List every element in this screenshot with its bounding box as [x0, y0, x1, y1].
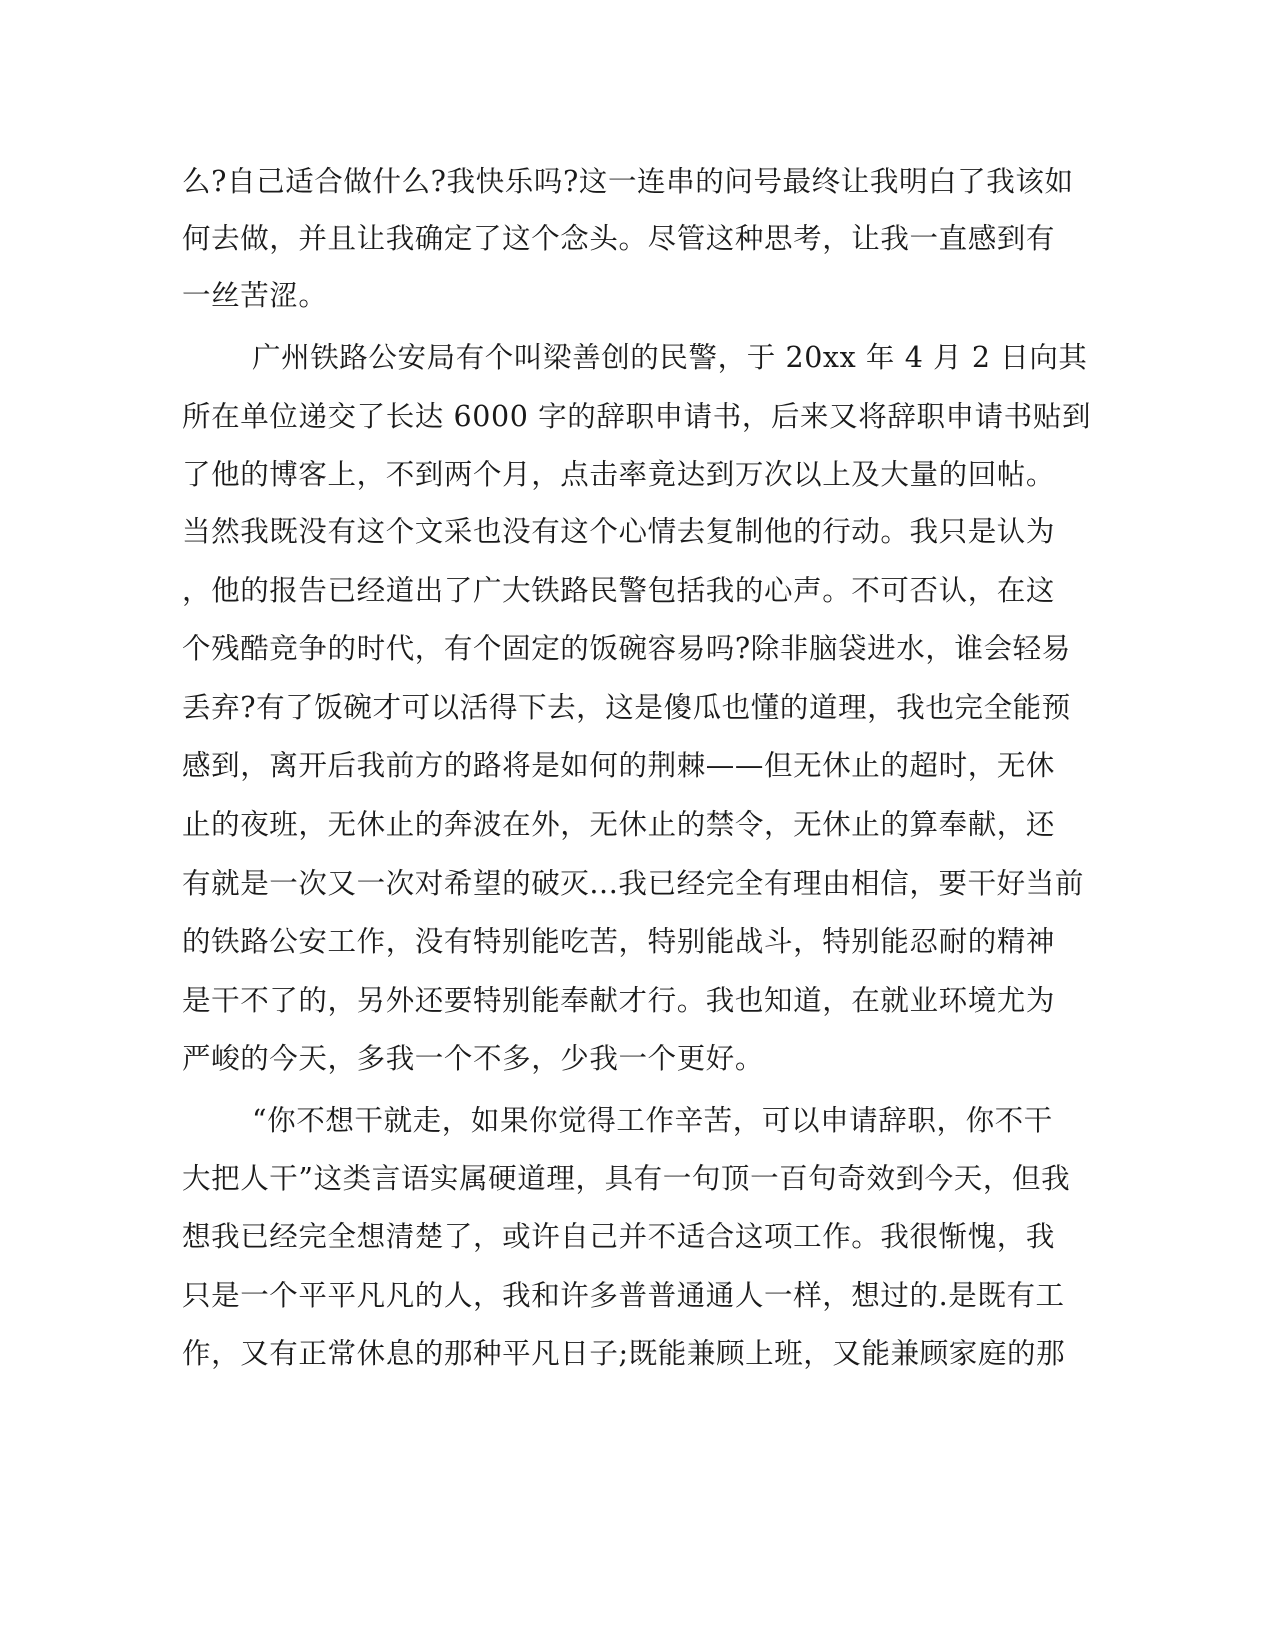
- paragraph-2-line-2: 所在单位递交了长达 6000 字的辞职申请书，后来又将辞职申请书贴到: [182, 400, 1092, 433]
- paragraph-2-line-7: 丢弃?有了饭碗才可以活得下去，这是傻瓜也懂的道理，我也完全能预: [182, 691, 1071, 724]
- paragraph-2-line-4: 当然我既没有这个文采也没有这个心情去复制他的行动。我只是认为: [182, 515, 1056, 548]
- paragraph-2-line-12: 是干不了的，另外还要特别能奉献才行。我也知道，在就业环境尤为: [182, 984, 1056, 1017]
- paragraph-2-line-8: 感到，离开后我前方的路将是如何的荆棘——但无休止的超时，无休: [182, 749, 1056, 782]
- paragraph-2-line-3: 了他的博客上，不到两个月，点击率竟达到万次以上及大量的回帖。: [182, 458, 1056, 491]
- paragraph-2-line-11: 的铁路公安工作，没有特别能吃苦，特别能战斗，特别能忍耐的精神: [182, 925, 1056, 958]
- paragraph-1-line-3: 一丝苦涩。: [182, 279, 328, 312]
- paragraph-2-line-1: 广州铁路公安局有个叫梁善创的民警，于 20xx 年 4 月 2 日向其: [252, 341, 1088, 374]
- paragraph-3-line-5: 作，又有正常休息的那种平凡日子;既能兼顾上班，又能兼顾家庭的那: [182, 1337, 1066, 1370]
- paragraph-3-line-2: 大把人干”这类言语实属硬道理，具有一句顶一百句奇效到今天，但我: [182, 1162, 1071, 1195]
- paragraph-2-line-9: 止的夜班，无休止的奔波在外，无休止的禁令，无休止的算奉献，还: [182, 808, 1056, 841]
- paragraph-2-line-5: ，他的报告已经道出了广大铁路民警包括我的心声。不可否认，在这: [182, 574, 1056, 607]
- paragraph-2-line-13: 严峻的今天，多我一个不多，少我一个更好。: [182, 1042, 765, 1075]
- paragraph-3-line-4: 只是一个平平凡凡的人，我和许多普普通通人一样，想过的.是既有工: [182, 1279, 1065, 1312]
- paragraph-2-line-6: 个残酷竞争的时代，有个固定的饭碗容易吗?除非脑袋进水，谁会轻易: [182, 632, 1071, 665]
- paragraph-3-line-3: 想我已经完全想清楚了，或许自己并不适合这项工作。我很惭愧，我: [182, 1220, 1056, 1253]
- paragraph-1-line-1: 么?自己适合做什么?我快乐吗?这一连串的问号最终让我明白了我该如: [182, 165, 1074, 198]
- paragraph-1-line-2: 何去做，并且让我确定了这个念头。尽管这种思考，让我一直感到有: [182, 222, 1056, 255]
- paragraph-3-line-1: “你不想干就走，如果你觉得工作辛苦，可以申请辞职，你不干: [252, 1104, 1053, 1137]
- paragraph-2-line-10: 有就是一次又一次对希望的破灭...我已经完全有理由相信，要干好当前: [182, 867, 1084, 900]
